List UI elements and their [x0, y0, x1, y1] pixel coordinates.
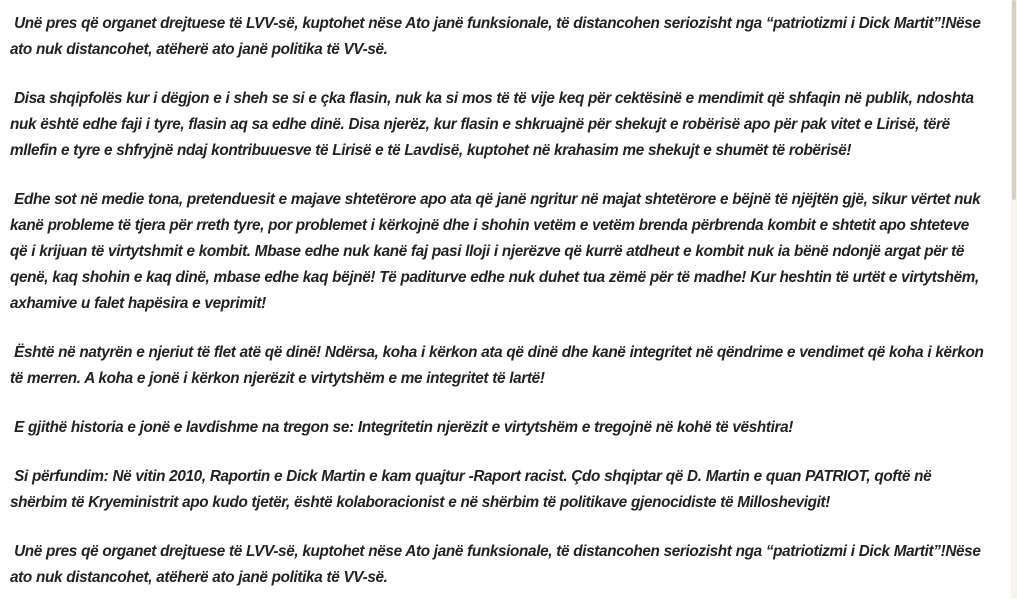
- paragraph-3: Edhe sot në medie tona, pretenduesit e majave shtetërore apo ata që janë ngritur në majat shtetërore e bëjnë të njëjtën gjë, sikur vërtet nuk kanë probleme të tjera për rreth tyre, por problemet i kërkojnë dhe i shohin vetëm e vetëm brenda përbrenda kombit e shtetit apo shteteve që i krijuan të virtytshmit e kombit. Mbase edhe nuk kanë faj pasi lloji i njerëzve që kurrë atdheut e kombit nuk ia bënë ndonjë argat për të qenë, kaq shohin e kaq dinë, mbase edhe kaq bëjnë! Të paditurve edhe nuk duhet tua zëmë për të madhe! Kur heshtin të urtët e virtytshëm, axhamive u falet hapësira e veprimit!: [10, 191, 985, 312]
- paragraph-2: Disa shqipfolës kur i dëgjon e i sheh se si e çka flasin, nuk ka si mos të të vije keq për cektësinë e mendimit që shfaqin në publik, ndoshta nuk është edhe faji i tyre, flasin aq sa edhe dinë. Disa njerëz, kur flasin e shkruajnë për shekujt e robërisë apo për pak vitet e Lirisë, tërë mllefin e tyre e shfryjnë ndaj kontribuuesve të Lirisë e të Lavdisë, kuptohet në krahasim me shekujt e shumët të robërisë!: [10, 90, 978, 159]
- scrollbar-thumb[interactable]: [1012, 0, 1016, 200]
- scrollbar-track[interactable]: [1011, 0, 1017, 599]
- paragraph-4: Është në natyrën e njeriut të flet atë që dinë! Ndërsa, koha i kërkon ata që dinë dhe kanë integritet në qëndrime e vendimet që koha i kërkon të merren. A koha e jonë i kërkon njerëzit e virtytshëm e me integritet të lartë!: [10, 344, 988, 387]
- paragraph-6: Si përfundim: Në vitin 2010, Raportin e Dick Martin e kam quajtur -Raport racist. Çdo shqiptar që D. Martin e quan PATRIOT, qoftë në shërbim të Kryeministrit apo kudo tjetër, është kolaboracionist e në shërbim të politikave gjenocidiste të Milloshevigit!: [10, 468, 936, 511]
- paragraph-7: Unë pres që organet drejtuese të LVV-së, kuptohet nëse Ato janë funksionale, të distancohen seriozisht nga “patriotizmi i Dick Martit”!Nëse ato nuk distancohet, atëherë ato janë politika të VV-së.: [10, 543, 985, 586]
- paragraph-1: Unë pres që organet drejtuese të LVV-së, kuptohet nëse Ato janë funksionale, të distancohen seriozisht nga “patriotizmi i Dick Martit”!Nëse ato nuk distancohet, atëherë ato janë politika të VV-së.: [10, 15, 985, 58]
- paragraph-5: E gjithë historia e jonë e lavdishme na tregon se: Integritetin njerëzit e virtytshëm e tregojnë në kohë të vështira!: [10, 419, 794, 436]
- article-body: [10, 11, 988, 614]
